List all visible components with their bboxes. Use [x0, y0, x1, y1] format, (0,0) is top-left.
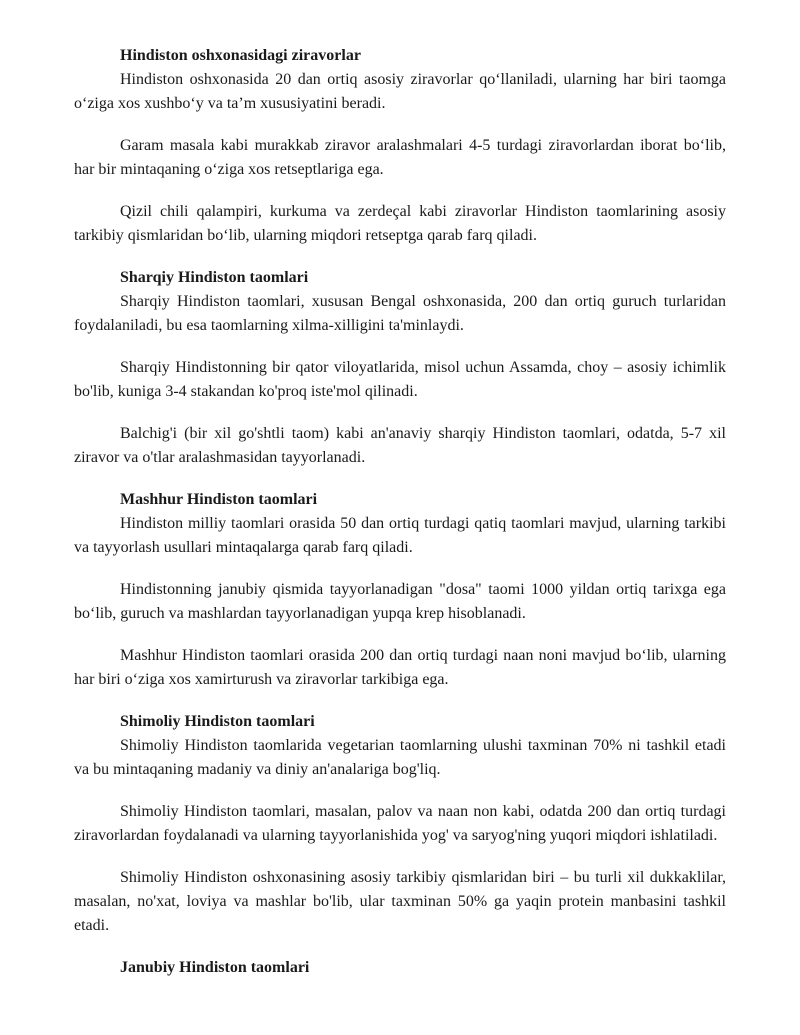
- paragraph: Hindiston oshxonasida 20 dan ortiq asosiy ziravorlar qo‘llaniladi, ularning har biri taomga o‘ziga xos xushbo‘y va ta’m xususiyatini beradi.: [74, 71, 726, 112]
- paragraph: Shimoliy Hindiston taomlari, masalan, palov va naan non kabi, odatda 200 dan ortiq turdagi ziravorlardan foydalanadi va ularning tayyorlanishida yog' va saryog'ning yuqori miqdori ishlatiladi.: [74, 803, 726, 844]
- paragraph: Shimoliy Hindiston taomlarida vegetarian taomlarning ulushi taxminan 70% ni tashkil etadi va bu mintaqaning madaniy va diniy an'analariga bog'liq.: [74, 737, 726, 778]
- paragraph: Balchig'i (bir xil go'shtli taom) kabi an'anaviy sharqiy Hindiston taomlari, odatda, 5-7 xil ziravor va o'tlar aralashmasidan tayyorlanadi.: [74, 425, 726, 466]
- section-famous-dishes: [74, 488, 726, 692]
- section-south-india: [74, 956, 726, 980]
- section-spices: [74, 44, 726, 248]
- paragraph: Shimoliy Hindiston oshxonasining asosiy tarkibiy qismlaridan biri – bu turli xil dukkaklilar, masalan, no'xat, loviya va mashlar bo'lib, ular taxminan 50% ga yaqin protein manbasini tashkil etadi.: [74, 869, 726, 934]
- paragraph: Hindistonning janubiy qismida tayyorlanadigan "dosa" taomi 1000 yildan ortiq tarixga ega bo‘lib, guruch va mashlardan tayyorlanadigan yupqa krep hisoblanadi.: [74, 581, 726, 622]
- section-north-india: [74, 710, 726, 938]
- paragraph: Mashhur Hindiston taomlari orasida 200 dan ortiq turdagi naan noni mavjud bo‘lib, ularning har biri o‘ziga xos xamirturush va ziravorlar tarkibiga ega.: [74, 647, 726, 688]
- section-heading: Hindiston oshxonasidagi ziravorlar: [120, 47, 361, 64]
- section-heading: Mashhur Hindiston taomlari: [120, 491, 318, 508]
- paragraph: Sharqiy Hindistonning bir qator viloyatlarida, misol uchun Assamda, choy – asosiy ichimlik bo'lib, kuniga 3-4 stakandan ko'proq iste'mol qilinadi.: [74, 359, 726, 400]
- section-heading: Sharqiy Hindiston taomlari: [120, 269, 309, 286]
- section-heading: Shimoliy Hindiston taomlari: [120, 713, 315, 730]
- paragraph: Qizil chili qalampiri, kurkuma va zerdeçal kabi ziravorlar Hindiston taomlarining asosiy tarkibiy qismlaridan bo‘lib, ularning miqdori retseptga qarab farq qiladi.: [74, 203, 726, 244]
- paragraph: Hindiston milliy taomlari orasida 50 dan ortiq turdagi qatiq taomlari mavjud, ularning tarkibi va tayyorlash usullari mintaqalarga qarab farq qiladi.: [74, 515, 726, 556]
- section-east-india: [74, 266, 726, 470]
- section-heading: Janubiy Hindiston taomlari: [120, 959, 310, 976]
- paragraph: Sharqiy Hindiston taomlari, xususan Bengal oshxonasida, 200 dan ortiq guruch turlaridan foydalaniladi, bu esa taomlarning xilma-xilligini ta'minlaydi.: [74, 293, 726, 334]
- paragraph: Garam masala kabi murakkab ziravor aralashmalari 4-5 turdagi ziravorlardan iborat bo‘lib, har bir mintaqaning o‘ziga xos retseptlariga ega.: [74, 137, 726, 178]
